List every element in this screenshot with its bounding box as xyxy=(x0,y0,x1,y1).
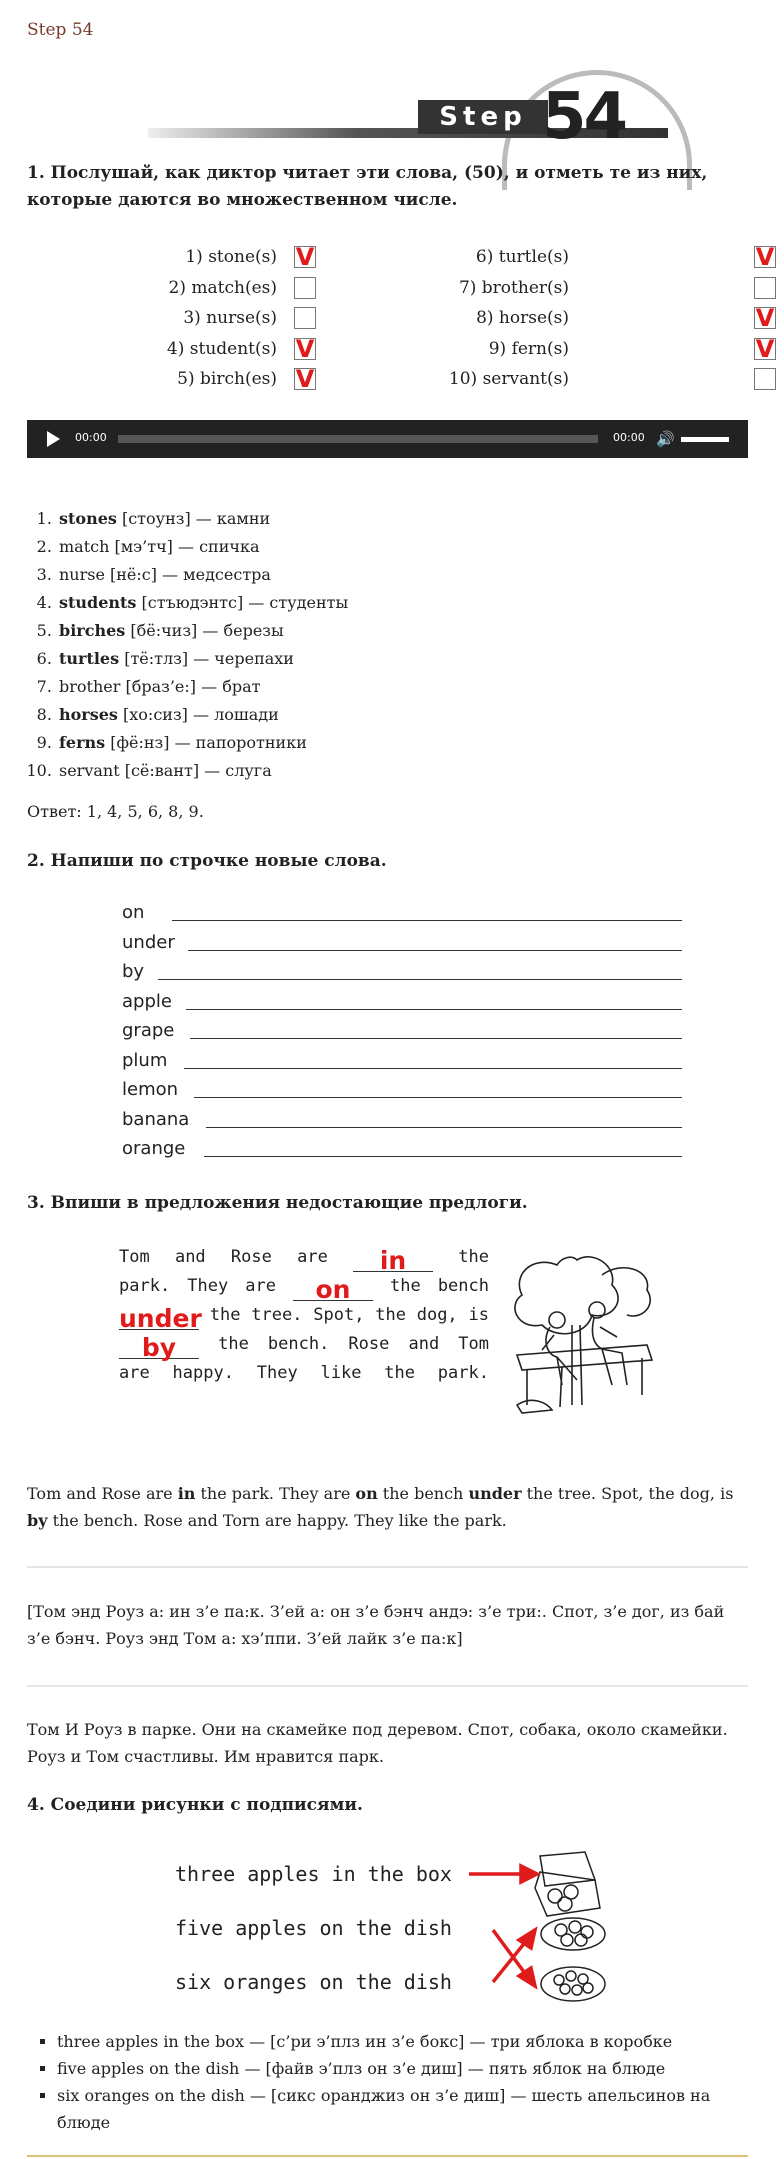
exercise-line xyxy=(119,1301,489,1333)
copy-word: apple xyxy=(122,990,172,1012)
exercise-word: bench xyxy=(437,1276,489,1296)
answer-blank[interactable] xyxy=(293,1275,373,1304)
exercise-word: are xyxy=(245,1276,276,1296)
checklist-word: 9) fern(s) xyxy=(488,338,569,359)
list-item xyxy=(57,757,348,785)
word-rest: servant [сё:вант] — слуга xyxy=(59,761,272,780)
sentence-answer-4: by xyxy=(27,1511,48,1530)
match-label-1: three apples in the box xyxy=(175,1862,452,1886)
exercise-line xyxy=(119,1243,489,1275)
copy-word: on xyxy=(122,902,145,923)
audio-current-time: 00:00 xyxy=(75,431,107,444)
checklist-item xyxy=(439,274,569,302)
checklist-item xyxy=(157,274,277,302)
copy-line-row xyxy=(122,1044,682,1073)
writing-line[interactable] xyxy=(186,1009,682,1010)
copy-word: lemon xyxy=(122,1079,179,1100)
exercise-word: tree. xyxy=(251,1305,303,1325)
task2-title: 2. Напиши по строчке новые слова. xyxy=(27,851,387,871)
copy-word: under xyxy=(122,931,175,953)
sentence-answer-2: on xyxy=(355,1484,378,1503)
exercise-word: park. xyxy=(437,1363,489,1383)
task3-transcription: [Том энд Роуз а: ин з’е па:к. З’ей а: он з’е бэнч андэ: з’е три:. Спот, з’е дог, из бай з’е бэнч. Роуз энд Том а: хэ’ппи. З’ей лайк з’е па:к] xyxy=(27,1602,725,1648)
checklist-word: 7) brother(s) xyxy=(458,277,569,298)
list-item: ▪ five apples on the dish — [файв э’плз он з’е диш] — пять яблок на блюде xyxy=(57,2055,747,2082)
copy-line-row xyxy=(122,1103,682,1132)
sentence-answer-3: under xyxy=(468,1484,522,1503)
exercise-word: Rose xyxy=(348,1334,390,1354)
checkbox[interactable] xyxy=(294,277,316,299)
checklist-word: 6) turtle(s) xyxy=(475,247,569,267)
checkbox[interactable]: V xyxy=(755,334,775,363)
checklist-word: 8) horse(s) xyxy=(476,308,569,328)
writing-line[interactable] xyxy=(206,1127,682,1128)
checklist-word: 2) match(es) xyxy=(168,277,277,298)
sentence-part: the bench xyxy=(377,1484,469,1503)
copy-line-row xyxy=(122,1014,682,1043)
exercise-word: They xyxy=(256,1363,298,1383)
word-rest: [хо:сиз] — лошади xyxy=(117,705,279,724)
divider xyxy=(27,1685,748,1687)
task4-title: 4. Соедини рисунки с подписями. xyxy=(27,1795,363,1815)
word-rest: [фё:нз] — папоротники xyxy=(105,733,307,752)
list-item xyxy=(57,701,348,729)
audio-player xyxy=(27,420,748,458)
copy-word: orange xyxy=(122,1138,186,1159)
box-with-apples-icon xyxy=(535,1852,600,1916)
list-item xyxy=(57,505,348,533)
list-item: ▪ six oranges on the dish — [сикс оранджиз он з’е диш] — шесть апельсинов на блюде xyxy=(57,2082,747,2136)
writing-line[interactable] xyxy=(194,1097,682,1098)
answer-fill: in xyxy=(379,1246,407,1275)
exercise-word: is xyxy=(468,1305,489,1325)
exercise-word: the xyxy=(384,1363,415,1383)
checkbox[interactable]: V xyxy=(755,243,775,271)
word-rest: [тё:тлз] — черепахи xyxy=(119,649,294,668)
sentence-part: the bench. Rose and Torn are happy. They like the park. xyxy=(47,1511,507,1530)
list-item xyxy=(57,645,348,673)
checklist-item xyxy=(157,243,315,271)
exercise-word: park. xyxy=(119,1276,171,1296)
word-bold: students xyxy=(59,593,137,612)
list-item xyxy=(57,561,348,589)
copy-word: banana xyxy=(122,1108,190,1130)
copy-word: plum xyxy=(122,1049,168,1071)
exercise-word: are xyxy=(119,1363,150,1383)
checklist-item xyxy=(157,334,315,363)
word-rest: [стъюдэнтс] — студенты xyxy=(136,593,349,612)
match-arrows xyxy=(469,1866,537,1986)
sentence-answer-1: in xyxy=(177,1484,196,1503)
answer-fill: on xyxy=(315,1275,351,1304)
checkbox[interactable]: V xyxy=(295,243,315,271)
answer-fill: by xyxy=(141,1333,177,1362)
copy-line-row xyxy=(122,955,682,984)
exercise-line xyxy=(119,1330,489,1362)
exercise-word: like xyxy=(320,1363,362,1383)
play-icon[interactable] xyxy=(47,431,60,447)
park-bench-illustration xyxy=(502,1245,662,1415)
sentence-part: Tom and Rose are xyxy=(27,1484,178,1503)
divider xyxy=(27,1566,748,1568)
task1-answer: Ответ: 1, 4, 5, 6, 8, 9. xyxy=(27,802,204,821)
sentence-part: the tree. Spot, the dog, is xyxy=(521,1484,734,1503)
exercise-word: dog, xyxy=(416,1305,458,1325)
word-bold: horses xyxy=(59,705,118,724)
checklist-item xyxy=(157,304,277,332)
audio-progress-track[interactable] xyxy=(118,435,598,443)
checkbox[interactable]: V xyxy=(755,304,775,332)
writing-line[interactable] xyxy=(184,1068,682,1069)
writing-line[interactable] xyxy=(158,979,682,980)
exercise-word: Tom xyxy=(458,1334,489,1354)
exercise-word: the xyxy=(390,1276,421,1296)
copy-line-row xyxy=(122,1073,682,1102)
checklist-word: 1) stone(s) xyxy=(185,247,277,267)
banner-step-word: Step xyxy=(418,100,548,134)
checklist-item xyxy=(439,365,569,393)
dish-with-apples-icon xyxy=(541,1918,605,1950)
match-label-2: five apples on the dish xyxy=(175,1916,452,1940)
copy-line-row xyxy=(122,896,682,925)
list-item xyxy=(57,673,348,701)
checklist-item xyxy=(439,243,775,271)
task1-title: 1. Послушай, как диктор читает эти слова, (50), и отметь те из них, которые даются во множественном числе. xyxy=(27,163,708,210)
list-item: ▪ three apples in the box — [с’ри э’плз ин з’е бокс] — три яблока в коробке xyxy=(57,2028,747,2055)
checklist-item xyxy=(157,365,315,393)
copy-word: by xyxy=(122,961,145,982)
word-rest: [бё:чиз] — березы xyxy=(125,621,284,640)
bottom-divider xyxy=(27,2155,748,2157)
copy-line-row xyxy=(122,926,682,955)
volume-icon[interactable]: 🔊 xyxy=(656,430,675,448)
checklist-item xyxy=(439,334,775,363)
exercise-word: Rose xyxy=(230,1247,272,1267)
checkbox[interactable]: V xyxy=(295,365,315,393)
exercise-word: the xyxy=(209,1305,241,1325)
checkbox[interactable] xyxy=(294,307,316,329)
task3-full-sentence xyxy=(27,1480,748,1534)
answer-blank[interactable] xyxy=(353,1246,433,1275)
checklist-word: 5) birch(es) xyxy=(177,369,277,389)
exercise-word: They xyxy=(187,1276,229,1296)
answer-blank[interactable] xyxy=(119,1333,199,1362)
step-label: Step 54 xyxy=(27,20,94,40)
task4-bullet-list xyxy=(27,2028,747,2136)
word-bold: stones xyxy=(59,509,117,528)
word-rest: nurse [нё:с] — медсестра xyxy=(59,565,271,584)
exercise-line xyxy=(119,1359,489,1388)
word-bold: turtles xyxy=(59,649,120,668)
dish-with-oranges-icon xyxy=(541,1967,605,2001)
exercise-word: Tom xyxy=(119,1247,150,1267)
writing-line[interactable] xyxy=(188,950,682,951)
match-pictures-exercise xyxy=(175,1848,645,2018)
word-bold: birches xyxy=(59,621,126,640)
list-item xyxy=(57,533,348,561)
exercise-word: the xyxy=(218,1334,249,1354)
exercise-word: the xyxy=(458,1247,489,1267)
word-translation-list xyxy=(27,505,348,785)
answer-fill: under xyxy=(119,1304,202,1333)
checklist-word: 3) nurse(s) xyxy=(183,308,277,328)
volume-slider[interactable] xyxy=(681,437,729,442)
copy-line-row xyxy=(122,1132,682,1161)
exercise-line xyxy=(119,1272,489,1304)
list-item xyxy=(57,729,348,757)
checklist-item xyxy=(439,304,775,332)
word-bold: ferns xyxy=(59,733,106,752)
checklist-word: 4) student(s) xyxy=(166,338,277,359)
checkbox[interactable]: V xyxy=(295,334,315,363)
exercise-word: Spot, xyxy=(313,1305,365,1325)
copy-word: grape xyxy=(122,1020,175,1041)
audio-duration: 00:00 xyxy=(613,431,645,444)
match-label-3: six oranges on the dish xyxy=(175,1970,452,1994)
task3-translation: Том И Роуз в парке. Они на скамейке под деревом. Спот, собака, около скамейки. Роуз и Том счастливы. Им нравится парк. xyxy=(27,1720,728,1766)
answer-blank[interactable] xyxy=(119,1304,202,1333)
writing-line[interactable] xyxy=(172,920,682,921)
match-drawing xyxy=(175,1848,645,2018)
word-rest: brother [браз’е:] — брат xyxy=(59,677,261,696)
exercise-word: and xyxy=(174,1247,206,1267)
word-rest: match [мэ’тч] — спичка xyxy=(59,537,260,556)
writing-line[interactable] xyxy=(190,1038,682,1039)
sentence-part: the park. They are xyxy=(195,1484,356,1503)
banner-step-number: 54 xyxy=(542,80,626,154)
exercise-word: are xyxy=(297,1247,328,1267)
checkbox[interactable] xyxy=(754,277,776,299)
task3-title: 3. Впиши в предложения недостающие предлоги. xyxy=(27,1193,528,1213)
list-item xyxy=(57,617,348,645)
checklist-word: 10) servant(s) xyxy=(448,369,569,389)
list-item xyxy=(57,589,348,617)
step-banner xyxy=(122,60,682,154)
checkbox[interactable] xyxy=(754,368,776,390)
word-rest: [стоунз] — камни xyxy=(116,509,271,528)
exercise-word: bench. xyxy=(267,1334,330,1354)
writing-line[interactable] xyxy=(204,1156,682,1157)
exercise-word: and xyxy=(408,1334,440,1354)
exercise-word: happy. xyxy=(172,1363,234,1383)
exercise-word: the xyxy=(375,1305,406,1325)
copy-line-row xyxy=(122,985,682,1014)
